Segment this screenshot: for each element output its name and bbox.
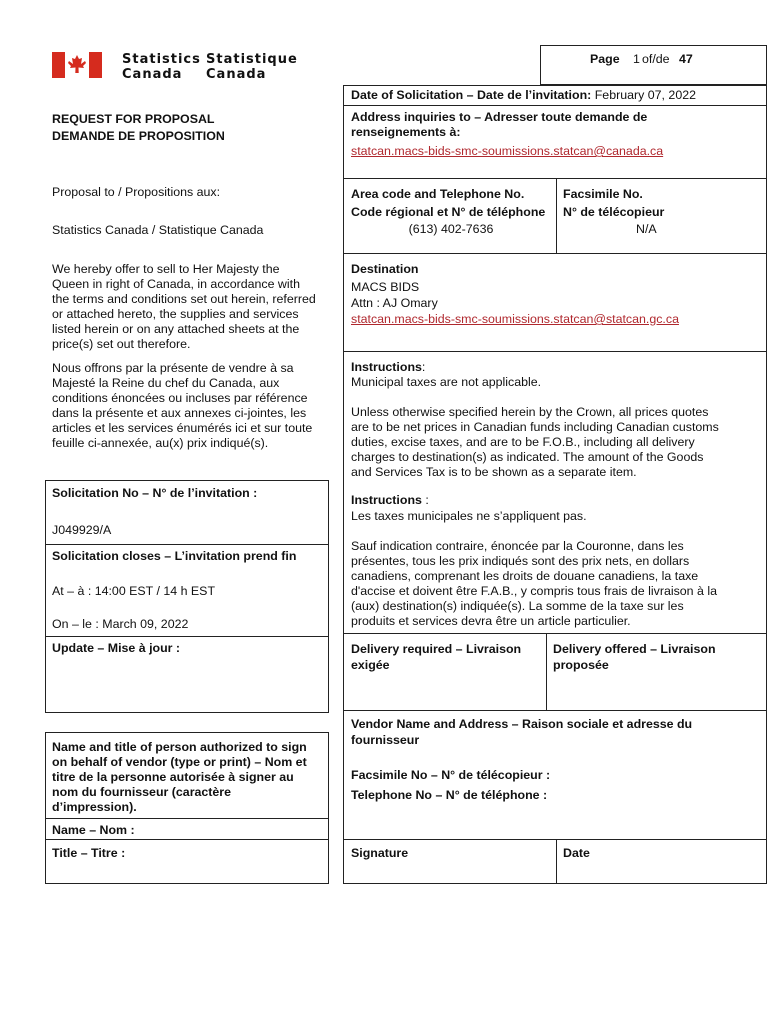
solicitation-closes-date: On – le : March 09, 2022 — [52, 617, 189, 631]
destination-label: Destination — [351, 262, 419, 276]
proposal-to-label: Proposal to / Propositions aux: — [52, 185, 221, 199]
page-total: 47 — [679, 52, 693, 66]
date-label: Date — [563, 846, 590, 860]
instructions-en-text2: Unless otherwise specified herein by the Crown, all prices quotes are to be net prices in Canadian funds including Canadian customs duties, excise taxes, and are to be F.O.B., including all delivery charges to destination(s) as indicated. The amount of the Goods and Services Tax is to be shown as a separate item. — [351, 405, 719, 479]
instructions-fr-text2: Sauf indication contraire, énoncée par la Couronne, dans les présentes, tous les prix indiqués sont des prix nets, en dollars canadiens, comprenant les droits de douane canadiens, la taxe d'accise et doivent être F.A.B., y compris tous frais de livraison à la (aux) destination(s) indiquée(s). La somme de la taxe sur les produits et services devra être un article particulier. — [351, 539, 717, 628]
instructions-en-colon: : — [421, 360, 426, 374]
signature-label: Signature — [351, 846, 409, 860]
destination-line2: Attn : AJ Omary — [351, 296, 438, 310]
inquiries-email-link[interactable]: statcan.macs-bids-smc-soumissions.statcan@canada.ca — [351, 144, 664, 158]
page-title: REQUEST FOR PROPOSAL DEMANDE DE PROPOSITION — [52, 112, 225, 143]
update-label: Update – Mise à jour : — [52, 641, 181, 655]
agency-name-en: Statistics Canada — [122, 52, 201, 82]
solicitation-date-value: February 07, 2022 — [594, 88, 696, 102]
destination-email-link[interactable]: statcan.macs-bids-smc-soumissions.statcan@statcan.gc.ca — [351, 312, 679, 326]
offer-text-fr: Nous offrons par la présente de vendre à sa Majesté la Reine du chef du Canada, aux conditions énoncées ou incluses par référence dans la présente et aux annexes ci-jointes, les articles et les services énumérés ici et sur toute feuille ci-annexée, au(x) prix indiqué(s). — [52, 361, 313, 450]
canada-flag-icon — [52, 52, 102, 78]
delivery-required-label: Delivery required – Livraison exigée — [351, 642, 522, 672]
vendor-fax-label: Facsimile No – N° de télécopieur : — [351, 768, 551, 782]
destination-line1: MACS BIDS — [351, 280, 420, 294]
instructions-fr-colon: : — [421, 493, 429, 507]
solicitation-no-value: J049929/A — [52, 523, 112, 537]
instructions-en-label: Instructions — [351, 360, 422, 374]
page-of-label: of/de — [642, 52, 670, 66]
agency-name-fr: Statistique Canada — [206, 52, 298, 82]
delivery-offered-label: Delivery offered – Livraison proposée — [553, 642, 716, 672]
instructions-fr-text1: Les taxes municipales ne s’appliquent pas. — [351, 509, 587, 523]
page-number: 1 — [633, 52, 640, 66]
inquiries-label: Address inquiries to – Adresser toute demande de renseignements à: — [351, 110, 648, 139]
solicitation-closes-time: At – à : 14:00 EST / 14 h EST — [52, 584, 216, 598]
instructions-en-heading — [351, 360, 425, 375]
phone-value: (613) 402-7636 — [408, 222, 494, 236]
offer-text-en: We hereby offer to sell to Her Majesty the Queen in right of Canada, in accordance with the terms and conditions set out herein, referred or attached hereto, the supplies and services listed herein or on any attached sheets at the price(s) set out therefore. — [52, 262, 316, 351]
fax-label: Facsimile No. N° de télécopieur — [563, 187, 665, 219]
page-label: Page — [590, 52, 620, 66]
title-label: Title – Titre : — [52, 846, 126, 860]
solicitation-date — [351, 88, 696, 103]
proposal-to-value: Statistics Canada / Statistique Canada — [52, 223, 264, 237]
instructions-fr-label: Instructions — [351, 493, 422, 507]
instructions-fr-heading — [351, 493, 429, 508]
instructions-en-text1: Municipal taxes are not applicable. — [351, 375, 542, 389]
statcan-logo — [52, 52, 298, 84]
vendor-label: Vendor Name and Address – Raison sociale et adresse du fournisseur — [351, 717, 693, 747]
fax-value: N/A — [636, 222, 657, 236]
name-label: Name – Nom : — [52, 823, 135, 837]
vendor-phone-label: Telephone No – N° de téléphone : — [351, 788, 548, 802]
authorized-person-label: Name and title of person authorized to sign on behalf of vendor (type or print) – Nom et titre de la personne autorisée à signer au nom du fournisseur (caractère d’impression). — [52, 740, 307, 814]
solicitation-no-label: Solicitation No – N° de l’invitation : — [52, 486, 258, 500]
solicitation-date-label: Date of Solicitation – Date de l’invitation: — [351, 88, 592, 102]
phone-label: Area code and Telephone No. Code régional et N° de téléphone — [351, 187, 546, 219]
solicitation-closes-label: Solicitation closes – L’invitation prend fin — [52, 549, 297, 563]
